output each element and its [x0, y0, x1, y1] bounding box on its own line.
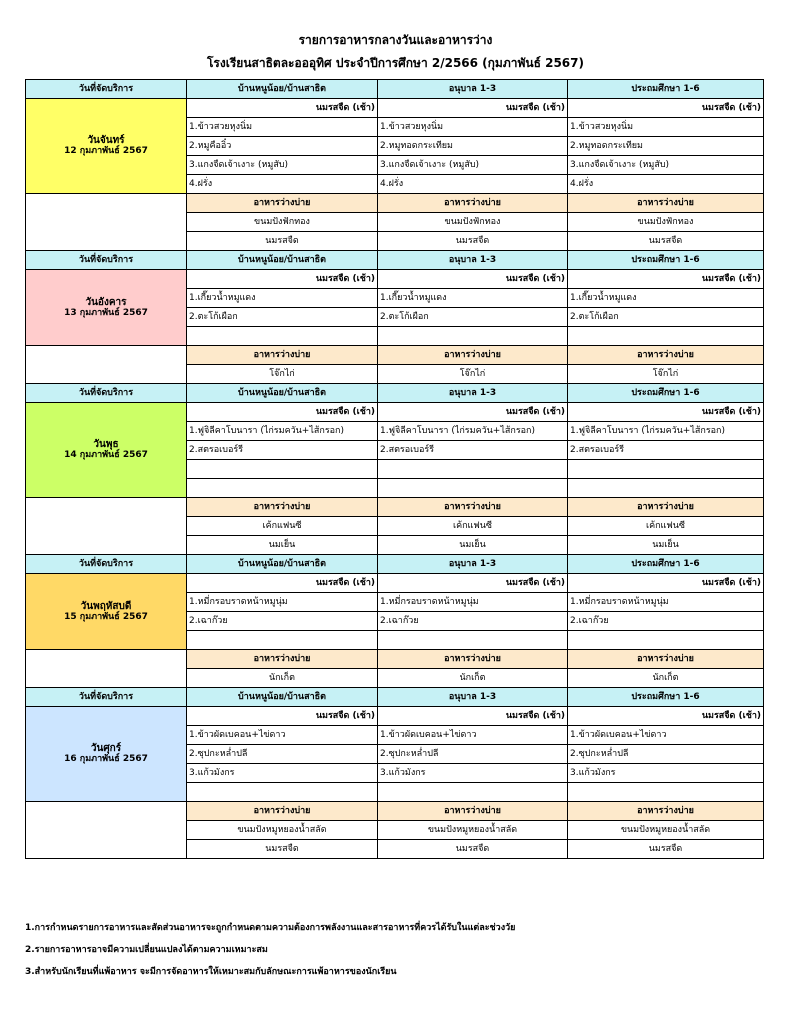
snack-item: นักเก็ต [378, 669, 568, 688]
header-col-kindergarten: อนุบาล 1-3 [378, 251, 568, 270]
meal-item: 1.ฟูจิลีคาโบนารา (ไก่รมควัน+ไส้กรอก) [378, 422, 568, 441]
meal-item [568, 631, 764, 650]
snack-header-row [26, 194, 764, 213]
header-col-homes: บ้านหนูน้อย/บ้านสาธิต [187, 251, 378, 270]
morning-row [26, 270, 764, 289]
meal-item: 2.ซุปกะหล่ำปลี [187, 745, 378, 764]
morning-milk-label: นมรสจืด (เช้า) [187, 99, 378, 118]
snack-label: อาหารว่างบ่าย [568, 498, 764, 517]
snack-label: อาหารว่างบ่าย [187, 498, 378, 517]
snack-label: อาหารว่างบ่าย [378, 802, 568, 821]
meal-item [568, 460, 764, 479]
header-day-col: วันที่จัดบริการ [26, 688, 187, 707]
header-day-col: วันที่จัดบริการ [26, 555, 187, 574]
header-col-primary: ประถมศึกษา 1-6 [568, 688, 764, 707]
meal-item [378, 479, 568, 498]
header-col-kindergarten: อนุบาล 1-3 [378, 80, 568, 99]
meal-item [187, 327, 378, 346]
snack-item: นมรสจืด [378, 840, 568, 859]
meal-item: 2.ซุปกะหล่ำปลี [378, 745, 568, 764]
meal-item: 1.ข้าวผัดเบคอน+ไข่ดาว [187, 726, 378, 745]
note-2: 2.รายการอาหารอาจมีความเปลี่ยนแปลงได้ตามความเหมาะสม [25, 945, 268, 955]
meal-item: 1.หมี่กรอบราดหน้าหมูนุ่ม [568, 593, 764, 612]
morning-milk-label: นมรสจืด (เช้า) [568, 707, 764, 726]
day-name: วันจันทร์ [87, 135, 125, 146]
document-title: รายการอาหารกลางวันและอาหารว่าง [298, 33, 493, 47]
header-col-homes: บ้านหนูน้อย/บ้านสาธิต [187, 80, 378, 99]
snack-label: อาหารว่างบ่าย [378, 498, 568, 517]
day-header-row [26, 555, 764, 574]
day-date: 13 กุมภาพันธ์ 2567 [64, 307, 148, 318]
snack-header-row [26, 346, 764, 365]
meal-item: 2.สตรอเบอร์รี [187, 441, 378, 460]
snack-label: อาหารว่างบ่าย [378, 194, 568, 213]
meal-item: 3.แก้วมังกร [378, 764, 568, 783]
note-3: 3.สำหรับนักเรียนที่แพ้อาหาร จะมีการจัดอาหารให้เหมาะสมกับลักษณะการแพ้อาหารของนักเรียน [25, 967, 397, 977]
meal-item: 3.แกงจืดเจ้าเงาะ (หมูสับ) [378, 156, 568, 175]
morning-milk-label: นมรสจืด (เช้า) [568, 99, 764, 118]
morning-row [26, 403, 764, 422]
morning-milk-label: นมรสจืด (เช้า) [568, 403, 764, 422]
snack-item: ขนมปังหมูหยองน้ำสลัด [378, 821, 568, 840]
meal-item: 2.ตะโก้เผือก [568, 308, 764, 327]
snack-item: นมรสจืด [378, 232, 568, 251]
meal-item: 2.เฉาก๊วย [568, 612, 764, 631]
day-date: 12 กุมภาพันธ์ 2567 [64, 146, 148, 156]
header-col-kindergarten: อนุบาล 1-3 [378, 384, 568, 403]
meal-item: 1.เกี๊ยวน้ำหมูแดง [378, 289, 568, 308]
meal-item: 2.สตรอเบอร์รี [568, 441, 764, 460]
day-date: 15 กุมภาพันธ์ 2567 [64, 611, 148, 622]
snack-item: ขนมปังฟักทอง [378, 213, 568, 232]
morning-milk-label: นมรสจืด (เช้า) [187, 403, 378, 422]
meal-item: 2.ตะโก้เผือก [187, 308, 378, 327]
snack-item: เค้กแฟนซี [187, 517, 378, 536]
header-col-homes: บ้านหนูน้อย/บ้านสาธิต [187, 384, 378, 403]
meal-item [187, 479, 378, 498]
notes-section [25, 922, 515, 988]
meal-item [378, 783, 568, 802]
meal-item: 4.ฝรั่ง [568, 175, 764, 194]
blank-cell [26, 346, 187, 384]
morning-milk-label: นมรสจืด (เช้า) [568, 270, 764, 289]
snack-item: นักเก็ต [568, 669, 764, 688]
meal-item: 1.ฟูจิลีคาโบนารา (ไก่รมควัน+ไส้กรอก) [187, 422, 378, 441]
snack-item: โจ๊กไก่ [568, 365, 764, 384]
meal-item [187, 631, 378, 650]
day-name: วันพุธ [93, 439, 119, 450]
morning-milk-label: นมรสจืด (เช้า) [378, 403, 568, 422]
meal-item: 2.สตรอเบอร์รี [378, 441, 568, 460]
snack-label: อาหารว่างบ่าย [378, 650, 568, 669]
header-col-homes: บ้านหนูน้อย/บ้านสาธิต [187, 555, 378, 574]
meal-item: 1.ข้าวสวยหุงนิ่ม [378, 118, 568, 137]
meal-item: 1.หมี่กรอบราดหน้าหมูนุ่ม [187, 593, 378, 612]
morning-row [26, 99, 764, 118]
day-header-row [26, 80, 764, 99]
header-col-primary: ประถมศึกษา 1-6 [568, 555, 764, 574]
header-day-col: วันที่จัดบริการ [26, 251, 187, 270]
day-date: 14 กุมภาพันธ์ 2567 [64, 450, 148, 460]
morning-milk-label: นมรสจืด (เช้า) [378, 99, 568, 118]
day-date: 16 กุมภาพันธ์ 2567 [64, 754, 148, 764]
snack-item: ขนมปังฟักทอง [187, 213, 378, 232]
meal-item: 4.ฝรั่ง [187, 175, 378, 194]
snack-item: นมรสจืด [568, 232, 764, 251]
header-col-kindergarten: อนุบาล 1-3 [378, 555, 568, 574]
meal-item [378, 631, 568, 650]
day-header-row [26, 384, 764, 403]
blank-cell [26, 802, 187, 859]
day-cell [26, 403, 187, 498]
meal-item: 2.ซุปกะหล่ำปลี [568, 745, 764, 764]
snack-header-row [26, 498, 764, 517]
menu-table [25, 79, 764, 859]
snack-item: โจ๊กไก่ [378, 365, 568, 384]
snack-header-row [26, 802, 764, 821]
header-col-primary: ประถมศึกษา 1-6 [568, 80, 764, 99]
snack-item: นมเย็น [187, 536, 378, 555]
header-col-primary: ประถมศึกษา 1-6 [568, 251, 764, 270]
header-day-col: วันที่จัดบริการ [26, 384, 187, 403]
blank-cell [26, 194, 187, 251]
snack-label: อาหารว่างบ่าย [187, 346, 378, 365]
meal-item: 4.ฝรั่ง [378, 175, 568, 194]
meal-item [378, 327, 568, 346]
morning-row [26, 707, 764, 726]
header-col-kindergarten: อนุบาล 1-3 [378, 688, 568, 707]
snack-item: นมรสจืด [187, 232, 378, 251]
header-col-primary: ประถมศึกษา 1-6 [568, 384, 764, 403]
meal-item: 1.เกี๊ยวน้ำหมูแดง [187, 289, 378, 308]
snack-item: นมเย็น [568, 536, 764, 555]
blank-cell [26, 650, 187, 688]
snack-item: ขนมปังฟักทอง [568, 213, 764, 232]
snack-item: นักเก็ต [187, 669, 378, 688]
snack-label: อาหารว่างบ่าย [568, 650, 764, 669]
snack-item: เค้กแฟนซี [378, 517, 568, 536]
snack-item: เค้กแฟนซี [568, 517, 764, 536]
snack-label: อาหารว่างบ่าย [568, 346, 764, 365]
morning-row [26, 574, 764, 593]
snack-label: อาหารว่างบ่าย [187, 650, 378, 669]
meal-item: 2.หมูทอดกระเทียม [378, 137, 568, 156]
snack-label: อาหารว่างบ่าย [187, 194, 378, 213]
meal-item: 2.เฉาก๊วย [187, 612, 378, 631]
day-name: วันศุกร์ [90, 743, 122, 754]
meal-item: 3.แก้วมังกร [187, 764, 378, 783]
meal-item: 2.เฉาก๊วย [378, 612, 568, 631]
meal-item: 1.ข้าวสวยหุงนิ่ม [568, 118, 764, 137]
snack-header-row [26, 650, 764, 669]
meal-item: 2.ตะโก้เผือก [378, 308, 568, 327]
meal-item: 2.หมูคืออิ๋ว [187, 137, 378, 156]
note-1: 1.การกำหนดรายการอาหารและสัดส่วนอาหารจะถูกกำหนดตามความต้องการพลังงานและสารอาหารที่ควรได้รับในแต่ละช่วงวัย [25, 923, 516, 933]
blank-cell [26, 498, 187, 555]
morning-milk-label: นมรสจืด (เช้า) [187, 270, 378, 289]
snack-item: นมรสจืด [568, 840, 764, 859]
day-header-row [26, 251, 764, 270]
snack-label: อาหารว่างบ่าย [568, 194, 764, 213]
meal-item: 3.แกงจืดเจ้าเงาะ (หมูสับ) [568, 156, 764, 175]
meal-item [568, 479, 764, 498]
meal-item [568, 327, 764, 346]
day-cell [26, 707, 187, 802]
document-subtitle: โรงเรียนสาธิตละอออุทิศ ประจำปีการศึกษา 2/2566 (กุมภาพันธ์ 2567) [206, 56, 584, 70]
snack-item: ขนมปังหมูหยองน้ำสลัด [568, 821, 764, 840]
meal-item: 3.แก้วมังกร [568, 764, 764, 783]
meal-item: 1.หมี่กรอบราดหน้าหมูนุ่ม [378, 593, 568, 612]
header-col-homes: บ้านหนูน้อย/บ้านสาธิต [187, 688, 378, 707]
meal-item [187, 783, 378, 802]
meal-item [378, 460, 568, 479]
snack-item: โจ๊กไก่ [187, 365, 378, 384]
meal-item: 3.แกงจืดเจ้าเงาะ (หมูสับ) [187, 156, 378, 175]
meal-item: 1.เกี๊ยวน้ำหมูแดง [568, 289, 764, 308]
snack-item: ขนมปังหมูหยองน้ำสลัด [187, 821, 378, 840]
morning-milk-label: นมรสจืด (เช้า) [187, 707, 378, 726]
morning-milk-label: นมรสจืด (เช้า) [568, 574, 764, 593]
meal-item: 1.ข้าวผัดเบคอน+ไข่ดาว [378, 726, 568, 745]
day-cell [26, 99, 187, 194]
meal-item [187, 460, 378, 479]
header-day-col: วันที่จัดบริการ [26, 80, 187, 99]
day-header-row [26, 688, 764, 707]
snack-label: อาหารว่างบ่าย [568, 802, 764, 821]
snack-label: อาหารว่างบ่าย [187, 802, 378, 821]
meal-item: 1.ข้าวสวยหุงนิ่ม [187, 118, 378, 137]
morning-milk-label: นมรสจืด (เช้า) [378, 707, 568, 726]
morning-milk-label: นมรสจืด (เช้า) [187, 574, 378, 593]
snack-item: นมรสจืด [187, 840, 378, 859]
day-name: วันอังคาร [85, 296, 127, 308]
meal-item: 1.ข้าวผัดเบคอน+ไข่ดาว [568, 726, 764, 745]
meal-item: 2.หมูทอดกระเทียม [568, 137, 764, 156]
snack-item: นมเย็น [378, 536, 568, 555]
morning-milk-label: นมรสจืด (เช้า) [378, 270, 568, 289]
day-cell [26, 574, 187, 650]
morning-milk-label: นมรสจืด (เช้า) [378, 574, 568, 593]
snack-label: อาหารว่างบ่าย [378, 346, 568, 365]
day-cell [26, 270, 187, 346]
meal-item: 1.ฟูจิลีคาโบนารา (ไก่รมควัน+ไส้กรอก) [568, 422, 764, 441]
day-name: วันพฤหัสบดี [80, 600, 132, 612]
meal-item [568, 783, 764, 802]
